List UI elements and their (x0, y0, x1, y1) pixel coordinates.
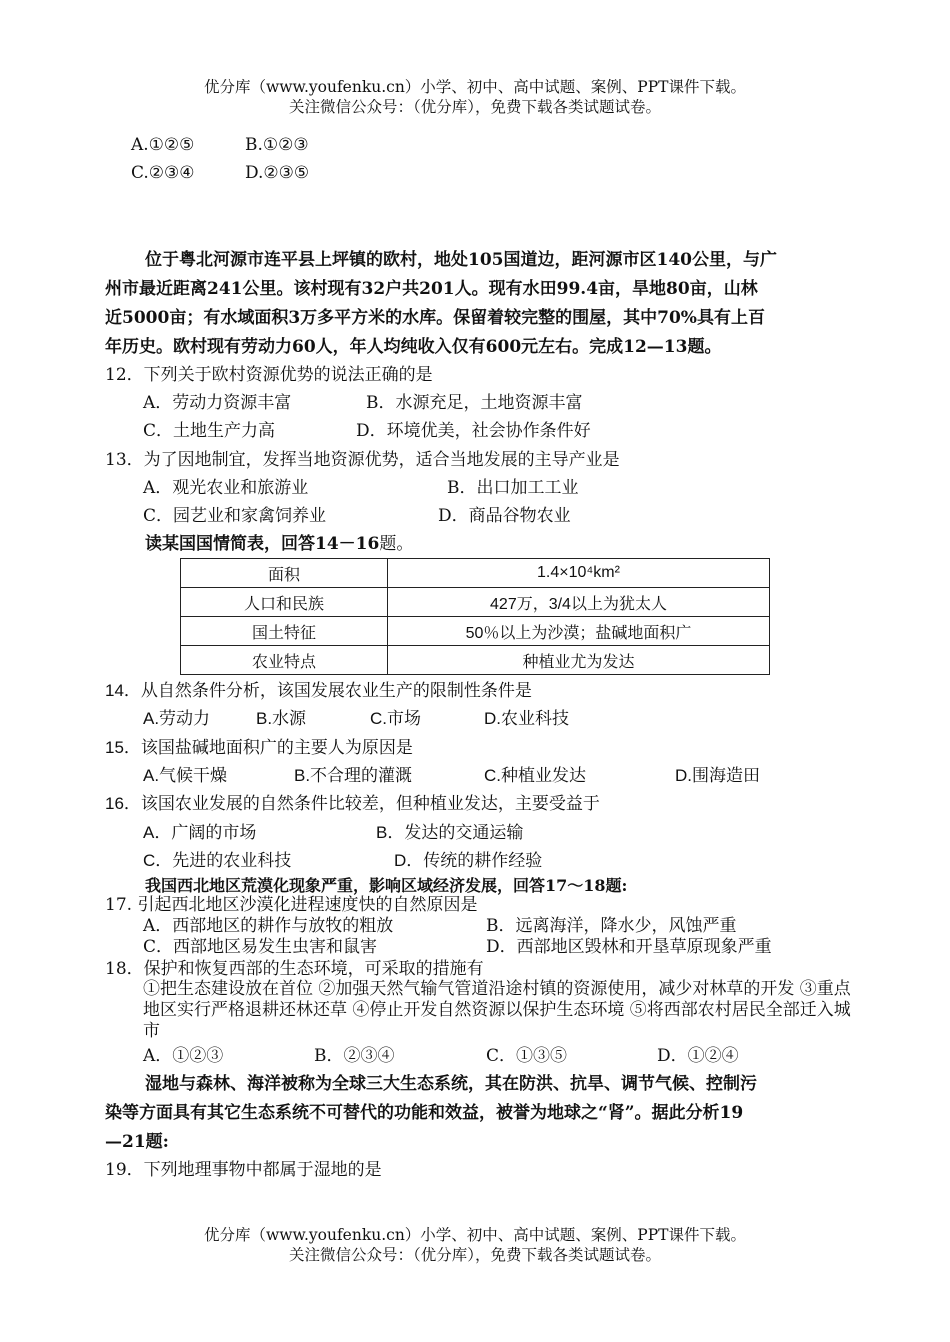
q12-option-d: D．环境优美，社会协作条件好 (356, 421, 591, 441)
passage1-line2: 州市最近距离241公里。该村现有32户共201人。现有水田99.4亩，旱地80亩，山林 (105, 279, 758, 299)
q18-option-d: D．①②④ (657, 1046, 739, 1066)
q17-option-d: D．西部地区毁林和开垦草原现象严重 (486, 937, 772, 957)
table-intro-bold: 读某国国情简表，回答14－16 (145, 534, 380, 554)
q14-option-d: D.农业科技 (484, 709, 569, 728)
table-intro (145, 533, 413, 555)
q15-stem: 15．该国盐碱地面积广的主要人为原因是 (105, 738, 413, 757)
table-row (181, 617, 770, 646)
passage2-line3: —21题: (105, 1132, 169, 1152)
prev-option-d: D.②③⑤ (245, 163, 310, 183)
country-info-table (180, 558, 770, 675)
passage2-line2: 染等方面具有其它生态系统不可替代的功能和效益，被誉为地球之“肾”。据此分析19 (105, 1103, 744, 1123)
q18-measures: ①把生态建设放在首位 ②加强天然气输气管道沿途村镇的资源使用，减少对林草的开发 ③重点地区实行严格退耕还林还草 ④停止开发自然资源以保护生态环境 ⑤将西部农村居民全部迁入城市 (143, 979, 851, 1041)
q14-option-a: A.劳动力 (143, 709, 211, 728)
q17-option-c: C．西部地区易发生虫害和鼠害 (143, 937, 378, 957)
q15-option-a: A.气候干燥 (143, 766, 228, 785)
q17-option-b: B．远离海洋，降水少，风蚀严重 (486, 916, 737, 936)
q18-option-c: C．①③⑤ (486, 1046, 568, 1066)
q17-stem: 17. 引起西北地区沙漠化进程速度快的自然原因是 (105, 895, 478, 915)
passage1-line1: 位于粤北河源市连平县上坪镇的欧村，地处105国道边，距河源市区140公里，与广 (145, 250, 777, 270)
q12-option-b: B．水源充足，土地资源丰富 (366, 393, 583, 413)
prev-option-a: A.①②⑤ (131, 135, 195, 155)
q16-stem: 16．该国农业发展的自然条件比较差，但种植业发达，主要受益于 (105, 794, 600, 813)
prev-option-c: C.②③④ (131, 163, 195, 183)
page-header-line1: 优分库（www.youfenku.cn）小学、初中、高中试题、案例、PPT课件下载。 (203, 78, 747, 96)
table-cell-key: 人口和民族 (181, 588, 388, 617)
passage1-line3: 近5000亩；有水域面积3万多平方米的水库。保留着较完整的围屋，其中70%具有上百 (105, 308, 765, 328)
q16-option-b: B．发达的交通运输 (376, 823, 524, 842)
intro-17-18: 我国西北地区荒漠化现象严重，影响区域经济发展，回答17～18题: (145, 876, 628, 895)
table-cell-value: 种植业尤为发达 (388, 646, 770, 675)
table-cell-value: 427万，3/4以上为犹太人 (388, 588, 770, 617)
q14-stem: 14．从自然条件分析，该国发展农业生产的限制性条件是 (105, 681, 532, 700)
table-cell-value: 50％以上为沙漠；盐碱地面积广 (388, 617, 770, 646)
q16-option-d: D．传统的耕作经验 (394, 851, 543, 870)
page-footer-line1: 优分库（www.youfenku.cn）小学、初中、高中试题、案例、PPT课件下载。 (203, 1226, 747, 1244)
q14-option-b: B.水源 (256, 709, 307, 728)
q13-option-a: A．观光农业和旅游业 (143, 478, 309, 498)
passage2-line1: 湿地与森林、海洋被称为全球三大生态系统，其在防洪、抗旱、调节气候、控制污 (145, 1074, 757, 1094)
q15-option-b: B.不合理的灌溉 (294, 766, 413, 785)
table-row (181, 646, 770, 675)
page-header-line2: 关注微信公众号：（优分库），免费下载各类试题试卷。 (288, 98, 661, 116)
table-row (181, 559, 770, 588)
q19-stem: 19．下列地理事物中都属于湿地的是 (105, 1160, 382, 1180)
table-row (181, 588, 770, 617)
q12-stem: 12．下列关于欧村资源优势的说法正确的是 (105, 365, 433, 385)
q18-option-a: A．①②③ (143, 1046, 224, 1066)
table-cell-key: 农业特点 (181, 646, 388, 675)
q15-option-d: D.围海造田 (675, 766, 760, 785)
q17-option-a: A．西部地区的耕作与放牧的粗放 (143, 916, 394, 936)
q13-option-c: C．园艺业和家禽饲养业 (143, 506, 327, 526)
prev-option-b: B.①②③ (245, 135, 309, 155)
page-footer-line2: 关注微信公众号：（优分库），免费下载各类试题试卷。 (288, 1246, 661, 1264)
q13-option-d: D．商品谷物农业 (438, 506, 571, 526)
q16-option-a: A．广阔的市场 (143, 823, 257, 842)
q14-option-c: C.市场 (370, 709, 421, 728)
q12-option-a: A．劳动力资源丰富 (143, 393, 292, 413)
q16-option-c: C．先进的农业科技 (143, 851, 292, 870)
q12-option-c: C．土地生产力高 (143, 421, 276, 441)
table-cell-key: 国土特征 (181, 617, 388, 646)
q15-option-c: C.种植业发达 (484, 766, 586, 785)
q18-option-b: B．②③④ (314, 1046, 395, 1066)
q18-stem: 18．保护和恢复西部的生态环境，可采取的措施有 (105, 959, 484, 979)
q13-stem: 13．为了因地制宜，发挥当地资源优势，适合当地发展的主导产业是 (105, 450, 620, 470)
passage1-line4: 年历史。欧村现有劳动力60人，年人均纯收入仅有600元左右。完成12—13题。 (105, 337, 722, 357)
table-cell-value: 1.4×10⁴km² (388, 559, 770, 588)
q13-option-b: B．出口加工工业 (447, 478, 579, 498)
table-cell-key: 面积 (181, 559, 388, 588)
table-intro-rest: 题。 (379, 534, 414, 554)
